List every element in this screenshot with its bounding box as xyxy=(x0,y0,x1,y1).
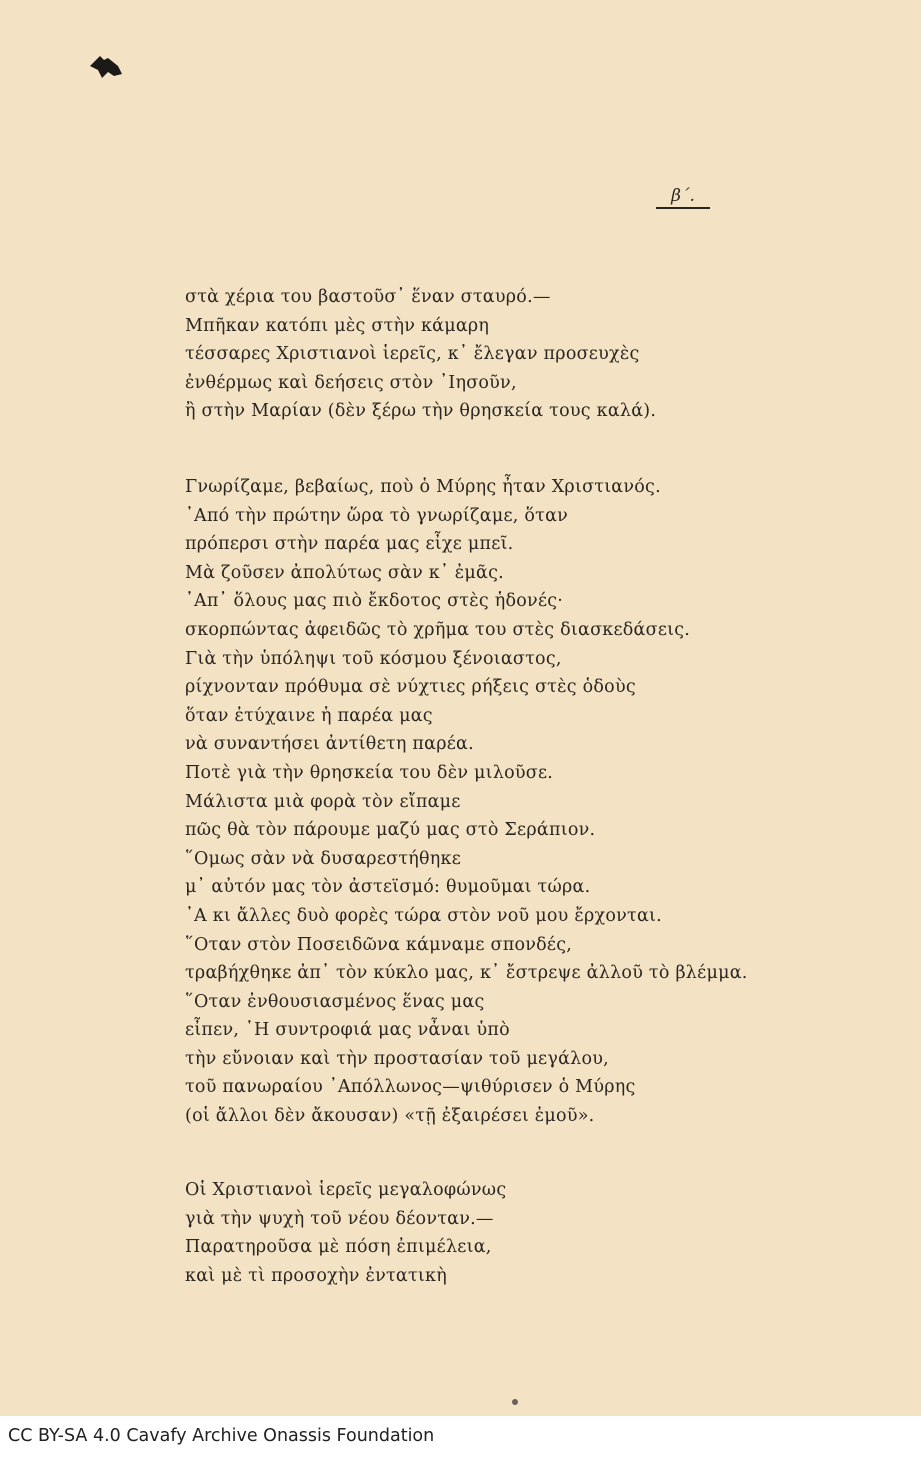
poem-line: μ᾿ αὐτόν μας τὸν ἀστεϊσμό: θυμοῦμαι τώρα. xyxy=(185,877,591,898)
poem-line: σκορπώντας ἀφειδῶς τὸ χρῆμα του στὲς διασκεδάσεις. xyxy=(185,619,691,640)
poem-line: γιὰ τὴν ψυχὴ τοῦ νέου δέονταν.— xyxy=(185,1208,494,1229)
license-credit: CC BY-SA 4.0 Cavafy Archive Onassis Foundation xyxy=(8,1426,435,1446)
poem-line: καὶ μὲ τὶ προσοχὴν ἐντατικὴ xyxy=(185,1265,447,1286)
page-number: β΄. xyxy=(656,186,710,209)
poem-line: τέσσαρες Χριστιανοὶ ἱερεῖς, κ᾿ ἔλεγαν προσευχὲς xyxy=(185,344,640,365)
poem-line: νὰ συναντήσει ἀντίθετη παρέα. xyxy=(185,734,474,755)
poem-line: ᾿Από τὴν πρώτην ὥρα τὸ γνωρίζαμε, ὅταν xyxy=(185,505,569,526)
poem-line: ᾿Απ᾿ ὅλους μας πιὸ ἔκδοτος στὲς ἡδονές· xyxy=(185,591,564,612)
poem-line: ῞Ομως σὰν νὰ δυσαρεστήθηκε xyxy=(185,848,462,869)
poem-line: (οἱ ἄλλοι δὲν ἄκουσαν) «τῇ ἐξαιρέσει ἐμοῦ». xyxy=(185,1106,595,1127)
poem-line: ρίχνονταν πρόθυμα σὲ νύχτιες ρήξεις στὲς ὁδοὺς xyxy=(185,677,636,698)
poem-line: πρόπερσι στὴν παρέα μας εἶχε μπεῖ. xyxy=(185,534,514,555)
poem-line: εἶπεν, ῾Η συντροφιά μας νἆναι ὑπὸ xyxy=(185,1020,510,1041)
poem-line: Γιὰ τὴν ὑπόληψι τοῦ κόσμου ξένοιαστος, xyxy=(185,648,562,669)
stanza-1 xyxy=(185,283,656,426)
poem-line: Μὰ ζοῦσεν ἀπολύτως σὰν κ᾿ ἐμᾶς. xyxy=(185,562,504,583)
ink-blot-icon xyxy=(88,52,124,82)
poem-line: ῞Οταν στὸν Ποσειδῶνα κάμναμε σπονδές, xyxy=(185,934,573,955)
poem-line: τὴν εὔνοιαν καὶ τὴν προστασίαν τοῦ μεγάλου, xyxy=(185,1048,609,1069)
poem-line: Παρατηροῦσα μὲ πόση ἐπιμέλεια, xyxy=(185,1237,492,1258)
poem-line: πῶς θὰ τὸν πάρουμε μαζύ μας στὸ Σεράπιον. xyxy=(185,820,596,841)
poem-line: Γνωρίζαμε, βεβαίως, ποὺ ὁ Μύρης ἦταν Χριστιανός. xyxy=(185,477,661,497)
poem-line: ῞Οταν ἐνθουσιασμένος ἕνας μας xyxy=(185,991,485,1012)
stanza-3 xyxy=(185,1176,506,1290)
poem-line: Ποτὲ γιὰ τὴν θρησκεία του δὲν μιλοῦσε. xyxy=(185,762,554,783)
footer-bar xyxy=(0,1416,921,1458)
poem-line: ἢ στὴν Μαρίαν (δὲν ξέρω τὴν θρησκεία τους καλά). xyxy=(185,401,657,422)
poem-line: ἐνθέρμως καὶ δεήσεις στὸν ᾿Ιησοῦν, xyxy=(185,372,517,393)
poem-line: τοῦ πανωραίου ᾿Απόλλωνος—ψιθύρισεν ὁ Μύρης xyxy=(185,1077,636,1098)
poem-line: Μπῆκαν κατόπι μὲς στὴν κάμαρη xyxy=(185,315,490,336)
stanza-2 xyxy=(185,473,748,1131)
poem-line: τραβήχθηκε ἀπ᾿ τὸν κύκλο μας, κ᾿ ἔστρεψε ἀλλοῦ τὸ βλέμμα. xyxy=(185,963,748,984)
poem-line: Μάλιστα μιὰ φορὰ τὸν εἴπαμε xyxy=(185,791,461,812)
poem-line: ᾿Α κι ἄλλες δυὸ φορὲς τώρα στὸν νοῦ μου ἔρχονται. xyxy=(185,905,662,926)
poem-line: στὰ χέρια του βαστοῦσ᾿ ἕναν σταυρό.— xyxy=(185,287,551,307)
poem-line: ὅταν ἐτύχαινε ἡ παρέα μας xyxy=(185,705,433,726)
poem-line: Οἱ Χριστιανοὶ ἱερεῖς μεγαλοφώνως xyxy=(185,1180,507,1200)
paper-spot xyxy=(512,1399,518,1405)
